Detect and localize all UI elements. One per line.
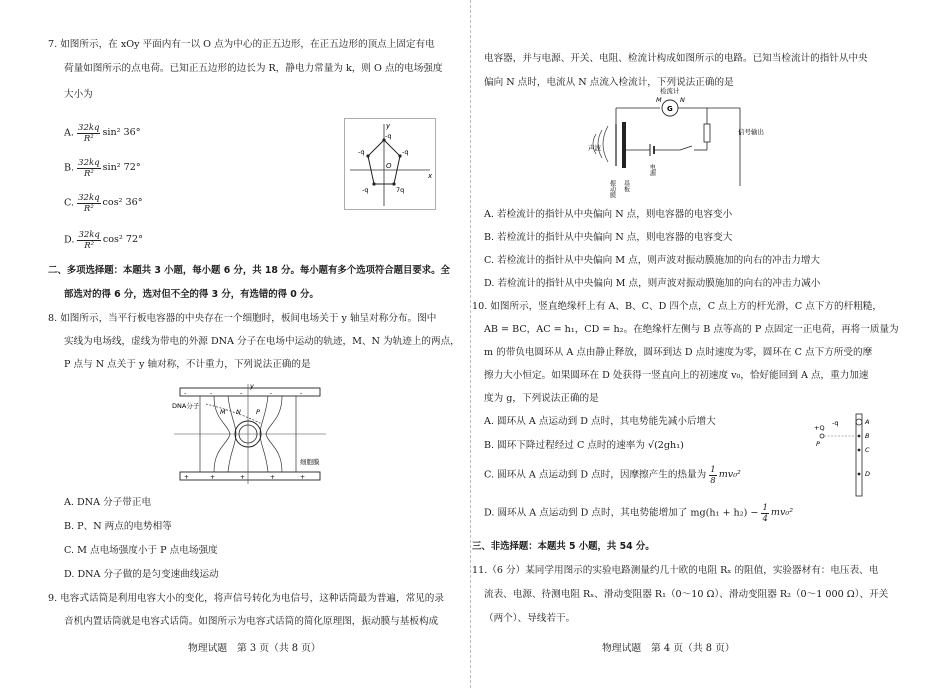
q9-cont-line2: 偏向 N 点时，电流从 N 点流入检流计，下列说法正确的是	[484, 77, 734, 88]
ring	[856, 419, 862, 425]
q9-stem-line2: 音机内置话筒就是电容式话筒。如图所示为电容式话筒的简化原理图，振动膜与基板构成	[64, 616, 439, 627]
q8-capacitor-figure	[170, 380, 330, 488]
label-b: B	[865, 432, 870, 440]
label-p: P	[816, 440, 820, 448]
label-c: C	[865, 446, 870, 454]
insulating-rod	[856, 414, 862, 496]
label-y: y	[250, 382, 254, 390]
label-pos-q: +Q	[814, 424, 825, 432]
q10-option-d: D. 圆环从 A 点运动到 D 点时，其电势能增加了 mg(h₁ + h₂) − $\frac{1}{4}$ mv₀²	[484, 502, 794, 524]
q7-stem-line1: 7. 如图所示，在 xOy 平面内有一以 O 点为中心的正五边形，在正五边形的顶点上固定有电	[48, 39, 435, 50]
q7-option-d: D. $\frac{32kq}{\text{R²}}$ cos² 72°	[64, 229, 143, 251]
switch	[680, 146, 692, 150]
q9-option-a: A. 若检流计的指针从中央偏向 N 点，则电容器的电容变小	[484, 209, 733, 220]
label-signal-output: 信号输出	[738, 128, 764, 136]
q7-option-a: A. $\frac{32kq}{\text{R²}}$ sin² 36°	[64, 122, 141, 144]
q10-option-b: B. 圆环下降过程经过 C 点时的速率为 √(2gh₁)	[484, 440, 684, 451]
q9-cont-line1: 电容器，并与电源、开关、电阻、检流计构成如图所示的电路。已知当检流计的指针从中央	[484, 53, 868, 64]
svg-text:+: +	[300, 474, 306, 481]
svg-text:G: G	[667, 105, 673, 113]
dna-trajectory	[206, 404, 262, 424]
label-p: P	[256, 408, 260, 416]
footer-page-3: 物理试题 第 3 页（共 8 页）	[188, 643, 321, 654]
q10-option-c: C. 圆环从 A 点运动到 D 点时，因摩擦产生的热量为 $\frac{1}{8}$ mv₀²	[484, 464, 741, 486]
fig-charge-right: -q	[402, 148, 409, 156]
label-neg-q: -q	[832, 419, 839, 427]
q8-option-d: D. DNA 分子做的是匀变速曲线运动	[64, 569, 219, 580]
label-n: N	[236, 408, 241, 416]
fig-charge-bottom-right: 7q	[396, 186, 405, 194]
left-page	[0, 0, 470, 688]
q7-stem-line2: 荷量如图所示的点电荷。已知正五边形的边长为 R，静电力常量为 k，则 O 点的电场强度	[64, 63, 443, 74]
label-d: D	[865, 470, 871, 478]
q11-line2: 流表、电源、待测电阻 Rₓ、滑动变阻器 R₁（0～10 Ω）、滑动变阻器 R₂（0～1 000 Ω）、开关	[484, 589, 889, 600]
svg-text:-: -	[270, 390, 273, 397]
q9-option-b: B. 若检流计的指针从中央偏向 N 点，则电容器的电容变大	[484, 232, 733, 243]
label-source: 电源	[648, 164, 656, 176]
fig-charge-top: -q	[385, 132, 392, 140]
q7-pentagon-figure	[344, 118, 436, 210]
svg-text:-: -	[300, 390, 303, 397]
q10-rod-figure	[812, 410, 892, 500]
q9-option-d: D. 若检流计的指针从中央偏向 M 点，则声波对振动膜施加的向右的冲击力减小	[484, 278, 821, 289]
label-m: M	[220, 408, 226, 416]
q9-option-c: C. 若检流计的指针从中央偏向 M 点，则声波对振动膜施加的向右的冲击力增大	[484, 255, 821, 266]
q8-stem-line1: 8. 如图所示，当平行板电容器的中央存在一个细胞时，板间电场关于 y 轴呈对称分布。图中	[48, 313, 437, 324]
q7-stem-line3: 大小为	[64, 89, 93, 100]
q8-stem-line2: 实线为电场线，虚线为带电的外源 DNA 分子在电场中运动的轨迹，M、N 为轨迹上的两点，	[64, 336, 460, 347]
label-diaphragm: 振动膜	[608, 180, 616, 198]
q10-option-a: A. 圆环从 A 点运动到 D 点时，其电势能先减小后增大	[484, 416, 716, 427]
label-sound: 声波	[588, 144, 601, 152]
q9-microphone-figure	[588, 87, 765, 202]
q7-option-c: C. $\frac{32kq}{\text{R²}}$ cos² 36°	[64, 192, 143, 214]
svg-text:+: +	[240, 474, 246, 481]
bottom-plate	[180, 472, 320, 480]
svg-text:-: -	[184, 390, 187, 397]
q8-stem-line3: P 点与 N 点关于 y 轴对称，不计重力，下列说法正确的是	[64, 359, 311, 370]
svg-text:-: -	[210, 390, 213, 397]
label-base: 基板	[622, 180, 630, 192]
svg-text:检流计: 检流计	[660, 87, 680, 95]
svg-text:M: M	[656, 96, 662, 104]
q10-stem-line3: m 的带负电圆环从 A 点由静止释放，圆环到达 D 点时速度为零，圆环在 C 点下方所受的摩	[484, 347, 873, 358]
svg-text:+: +	[184, 474, 190, 481]
section3-heading: 三、非选择题：本题共 5 小题，共 54 分。	[472, 541, 655, 552]
q8-option-c: C. M 点电场强度小于 P 点电场强度	[64, 545, 218, 556]
q11-line3: （两个）、导线若干。	[484, 613, 576, 624]
q11-line1: 11.（6 分）某同学用图示的实验电路测量约几十欧的电阻 Rₓ 的阻值，实验器材有：电压表、电	[472, 565, 879, 576]
resistor	[704, 124, 710, 142]
svg-text:+: +	[210, 474, 216, 481]
svg-text:-: -	[240, 390, 243, 397]
base-plate	[622, 122, 626, 168]
q10-stem-line2: AB = BC，AC = h₁，CD = h₂。在绝缘杆左侧与 B 点等高的 P 点固定一正电荷，再将一质量为	[484, 324, 899, 335]
label-a: A	[865, 418, 870, 426]
footer-page-4: 物理试题 第 4 页（共 8 页）	[602, 643, 735, 654]
section2-line2: 部选对的得 6 分，选对但不全的得 3 分，有选错的得 0 分。	[64, 289, 319, 300]
fig-label-x: x	[428, 172, 433, 180]
svg-text:N: N	[680, 96, 685, 104]
q8-option-a: A. DNA 分子带正电	[64, 497, 152, 508]
fig-label-y: y	[386, 122, 391, 130]
q10-stem-line4: 擦力大小恒定。如果圆环在 D 处获得一竖直向上的初速度 v₀，恰好能回到 A 点，重力加速	[484, 370, 869, 381]
q7-option-b: B. $\frac{32kq}{\text{R²}}$ sin² 72°	[64, 157, 141, 179]
q10-stem-line5: 度为 g，下列说法正确的是	[484, 393, 599, 404]
q10-stem-line1: 10. 如图所示，竖直绝缘杆上有 A、B、C、D 四个点，C 点上方的杆光滑，C 点下方的杆粗糙，	[472, 301, 882, 312]
svg-text:+: +	[270, 474, 276, 481]
fig-charge-left: -q	[358, 148, 365, 156]
section2-line1: 二、多项选择题：本题共 3 小题，每小题 6 分，共 18 分。每小题有多个选项符合题目要求。全	[48, 265, 450, 276]
right-page	[472, 0, 950, 688]
fixed-charge	[820, 434, 824, 438]
fig-charge-bottom-left: -q	[362, 186, 369, 194]
q8-option-b: B. P、N 两点的电势相等	[64, 521, 172, 532]
q9-stem-line1: 9. 电容式话筒是利用电容大小的变化，将声信号转化为电信号，这种话筒最为普遍，常见的录	[48, 593, 444, 604]
fig-label-o: O	[386, 162, 392, 170]
label-dna: DNA分子	[172, 402, 200, 410]
label-membrane: 细胞膜	[300, 458, 320, 466]
